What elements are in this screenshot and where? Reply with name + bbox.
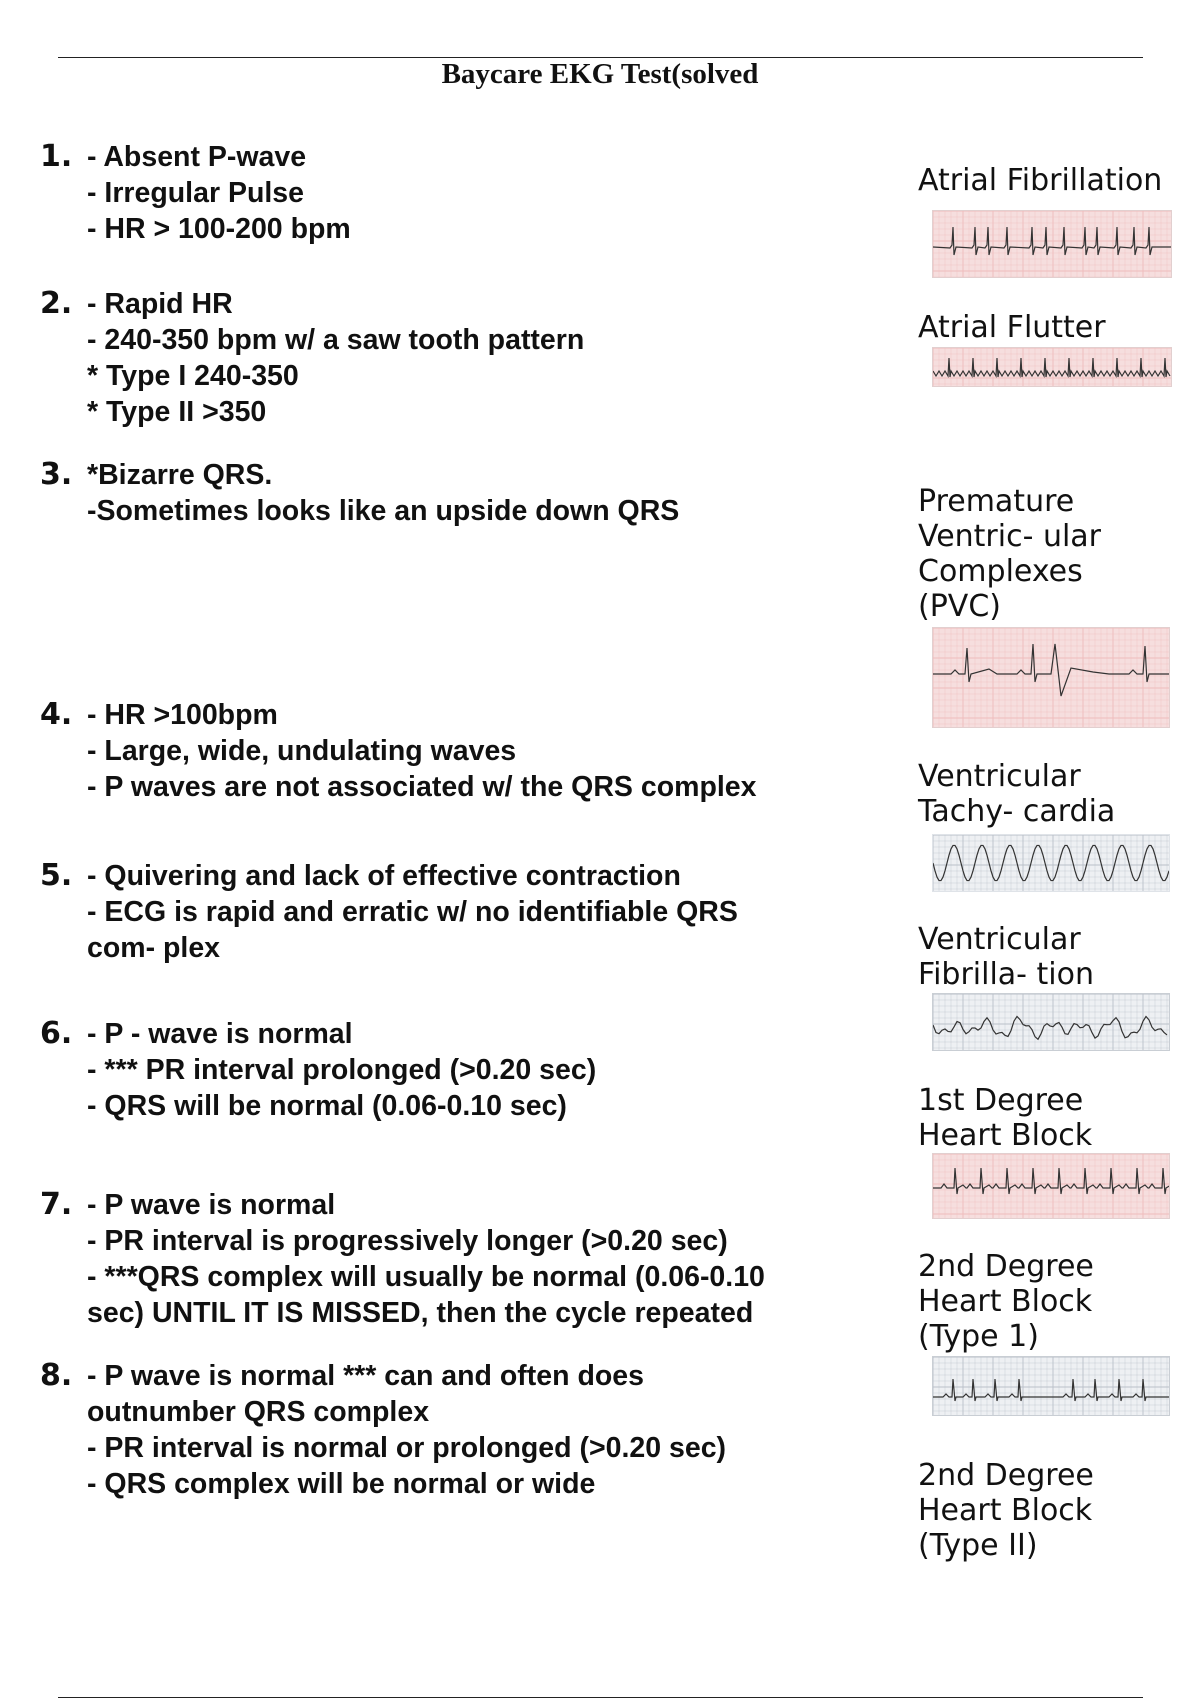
answer-line: (PVC)	[918, 589, 1001, 624]
question-line: *Bizarre QRS.	[87, 459, 273, 491]
question-line: - PR interval is normal or prolonged (>0.20 sec)	[87, 1432, 727, 1464]
question-line: -Sometimes looks like an upside down QRS	[87, 495, 680, 527]
question-line: - *** PR interval prolonged (>0.20 sec)	[87, 1054, 597, 1086]
question-line: - P waves are not associated w/ the QRS complex	[87, 771, 757, 803]
question-line: - P wave is normal *** can and often does	[87, 1360, 644, 1392]
answer-line: Atrial Fibrillation	[918, 163, 1163, 198]
vtach-strip	[932, 834, 1170, 892]
question-4	[40, 697, 860, 805]
question-2	[40, 286, 860, 430]
question-line: sec) UNTIL IT IS MISSED, then the cycle repeated	[87, 1297, 754, 1329]
answer-line: 2nd Degree	[918, 1249, 1094, 1284]
question-6	[40, 1016, 860, 1124]
question-1	[40, 139, 860, 247]
question-number: 6.	[40, 1016, 73, 1051]
ekg-trace-aflutter	[933, 348, 1171, 386]
question-line: com- plex	[87, 932, 221, 964]
answer-line: Ventricular	[918, 922, 1081, 957]
answer-line: Tachy- cardia	[918, 794, 1116, 829]
answer-line: Fibrilla- tion	[918, 957, 1095, 992]
ekg-trace-pvc	[933, 628, 1169, 727]
document-title: Baycare EKG Test(solved	[441, 58, 759, 90]
question-line: - P wave is normal	[87, 1189, 336, 1221]
answer-1	[918, 163, 1188, 198]
answer-line: 1st Degree	[918, 1083, 1084, 1118]
question-line: - ***QRS complex will usually be normal (0.06-0.10	[87, 1261, 765, 1293]
answer-line: (Type 1)	[918, 1319, 1039, 1354]
answer-3	[918, 484, 1188, 624]
answer-line: Premature	[918, 484, 1075, 519]
question-line: - PR interval is progressively longer (>0.20 sec)	[87, 1225, 728, 1257]
answer-2	[918, 310, 1188, 345]
pvc-strip	[932, 627, 1170, 728]
question-number: 7.	[40, 1187, 73, 1222]
question-line: - P - wave is normal	[87, 1018, 353, 1050]
question-line: - Quivering and lack of effective contraction	[87, 860, 681, 892]
answer-line: Heart Block	[918, 1493, 1093, 1528]
question-line: outnumber QRS complex	[87, 1396, 430, 1428]
ekg-trace-afib	[933, 211, 1171, 277]
ekg-trace-vtach	[933, 835, 1169, 891]
question-line: - QRS will be normal (0.06-0.10 sec)	[87, 1090, 567, 1122]
question-line: - HR > 100-200 bpm	[87, 213, 351, 245]
question-8	[40, 1358, 860, 1502]
answer-line: Ventric- ular	[918, 519, 1102, 554]
answer-4	[918, 759, 1188, 829]
first-degree-strip	[932, 1153, 1170, 1219]
question-line: - Irregular Pulse	[87, 177, 304, 209]
bottom-rule	[58, 1697, 1143, 1698]
question-number: 8.	[40, 1358, 73, 1393]
question-line: - HR >100bpm	[87, 699, 278, 731]
vfib-strip	[932, 993, 1170, 1051]
answer-line: Heart Block	[918, 1118, 1093, 1153]
answer-line: Atrial Flutter	[918, 310, 1106, 345]
question-number: 4.	[40, 697, 73, 732]
question-5	[40, 858, 860, 966]
answer-5	[918, 922, 1188, 992]
second-degree-type1-strip	[932, 1356, 1170, 1416]
question-line: - Absent P-wave	[87, 141, 307, 173]
answer-6	[918, 1083, 1188, 1153]
answer-8	[918, 1458, 1188, 1563]
question-line: - 240-350 bpm w/ a saw tooth pattern	[87, 324, 585, 356]
ekg-trace-second-degree-type1	[933, 1357, 1169, 1415]
ekg-trace-vfib	[933, 994, 1169, 1050]
answer-7	[918, 1249, 1188, 1354]
question-line: - QRS complex will be normal or wide	[87, 1468, 596, 1500]
question-number: 5.	[40, 858, 73, 893]
question-3	[40, 457, 860, 529]
question-number: 2.	[40, 286, 73, 321]
question-line: - Large, wide, undulating waves	[87, 735, 517, 767]
question-line: * Type II >350	[87, 396, 267, 428]
question-number: 3.	[40, 457, 73, 492]
answer-line: Heart Block	[918, 1284, 1093, 1319]
answer-line: Ventricular	[918, 759, 1081, 794]
question-line: * Type I 240-350	[87, 360, 299, 392]
answer-line: Complexes	[918, 554, 1083, 589]
question-line: - Rapid HR	[87, 288, 233, 320]
answer-line: (Type II)	[918, 1528, 1038, 1563]
aflutter-strip	[932, 347, 1172, 387]
question-number: 1.	[40, 139, 73, 174]
ekg-trace-first-degree	[933, 1154, 1169, 1218]
question-line: - ECG is rapid and erratic w/ no identifiable QRS	[87, 896, 738, 928]
afib-strip	[932, 210, 1172, 278]
answer-line: 2nd Degree	[918, 1458, 1094, 1493]
question-7	[40, 1187, 860, 1331]
